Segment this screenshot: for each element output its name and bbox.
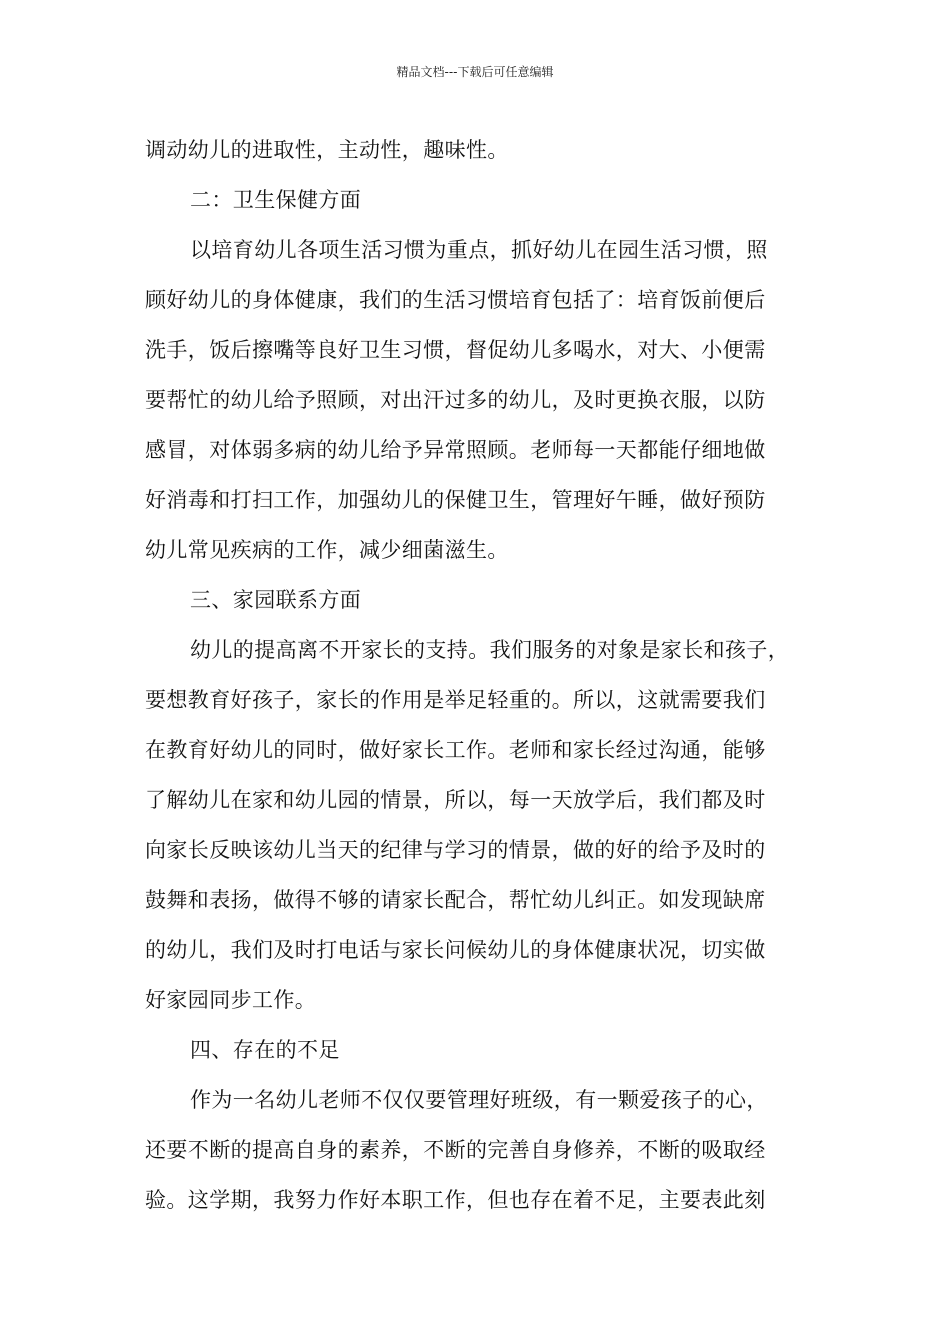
paragraph-line: 幼儿常见疾病的工作，减少细菌滋生。 <box>145 538 509 562</box>
paragraph-line: 幼儿的提高离不开家长的支持。我们服务的对象是家长和孩子， <box>190 638 790 662</box>
paragraph-line: 在教育好幼儿的同时，做好家长工作。老师和家长经过沟通，能够 <box>145 738 766 762</box>
page-header: 精品文档---下载后可任意编辑 <box>396 65 554 79</box>
paragraph-line: 顾好幼儿的身体健康，我们的生活习惯培育包括了：培育饭前便后 <box>145 288 766 312</box>
section-heading-home-school: 三、家园联系方面 <box>190 588 362 612</box>
paragraph-line: 洗手，饭后擦嘴等良好卫生习惯，督促幼儿多喝水，对大、小便需 <box>145 338 766 362</box>
paragraph-line: 要想教育好孩子，家长的作用是举足轻重的。所以，这就需要我们 <box>145 688 766 712</box>
paragraph-line: 调动幼儿的进取性，主动性，趣味性。 <box>145 138 509 162</box>
paragraph-line: 好消毒和打扫工作，加强幼儿的保健卫生，管理好午睡，做好预防 <box>145 488 766 512</box>
paragraph-line: 的幼儿，我们及时打电话与家长问候幼儿的身体健康状况，切实做 <box>145 938 766 962</box>
paragraph-line: 向家长反映该幼儿当天的纪律与学习的情景，做的好的给予及时的 <box>145 838 766 862</box>
section-heading-hygiene: 二：卫生保健方面 <box>190 188 362 212</box>
paragraph-line: 好家园同步工作。 <box>145 988 317 1012</box>
paragraph-line: 感冒，对体弱多病的幼儿给予异常照顾。老师每一天都能仔细地做 <box>145 438 766 462</box>
section-heading-shortcomings: 四、存在的不足 <box>190 1038 340 1062</box>
paragraph-line: 以培育幼儿各项生活习惯为重点，抓好幼儿在园生活习惯，照 <box>190 238 768 262</box>
paragraph-line: 要帮忙的幼儿给予照顾，对出汗过多的幼儿，及时更换衣服，以防 <box>145 388 766 412</box>
paragraph-line: 还要不断的提高自身的素养，不断的完善自身修养，不断的吸取经 <box>145 1138 766 1162</box>
paragraph-line: 验。这学期，我努力作好本职工作，但也存在着不足，主要表此刻 <box>145 1188 766 1212</box>
paragraph-line: 作为一名幼儿老师不仅仅要管理好班级，有一颗爱孩子的心， <box>190 1088 768 1112</box>
paragraph-line: 了解幼儿在家和幼儿园的情景，所以，每一天放学后，我们都及时 <box>145 788 766 812</box>
paragraph-line: 鼓舞和表扬，做得不够的请家长配合，帮忙幼儿纠正。如发现缺席 <box>145 888 766 912</box>
